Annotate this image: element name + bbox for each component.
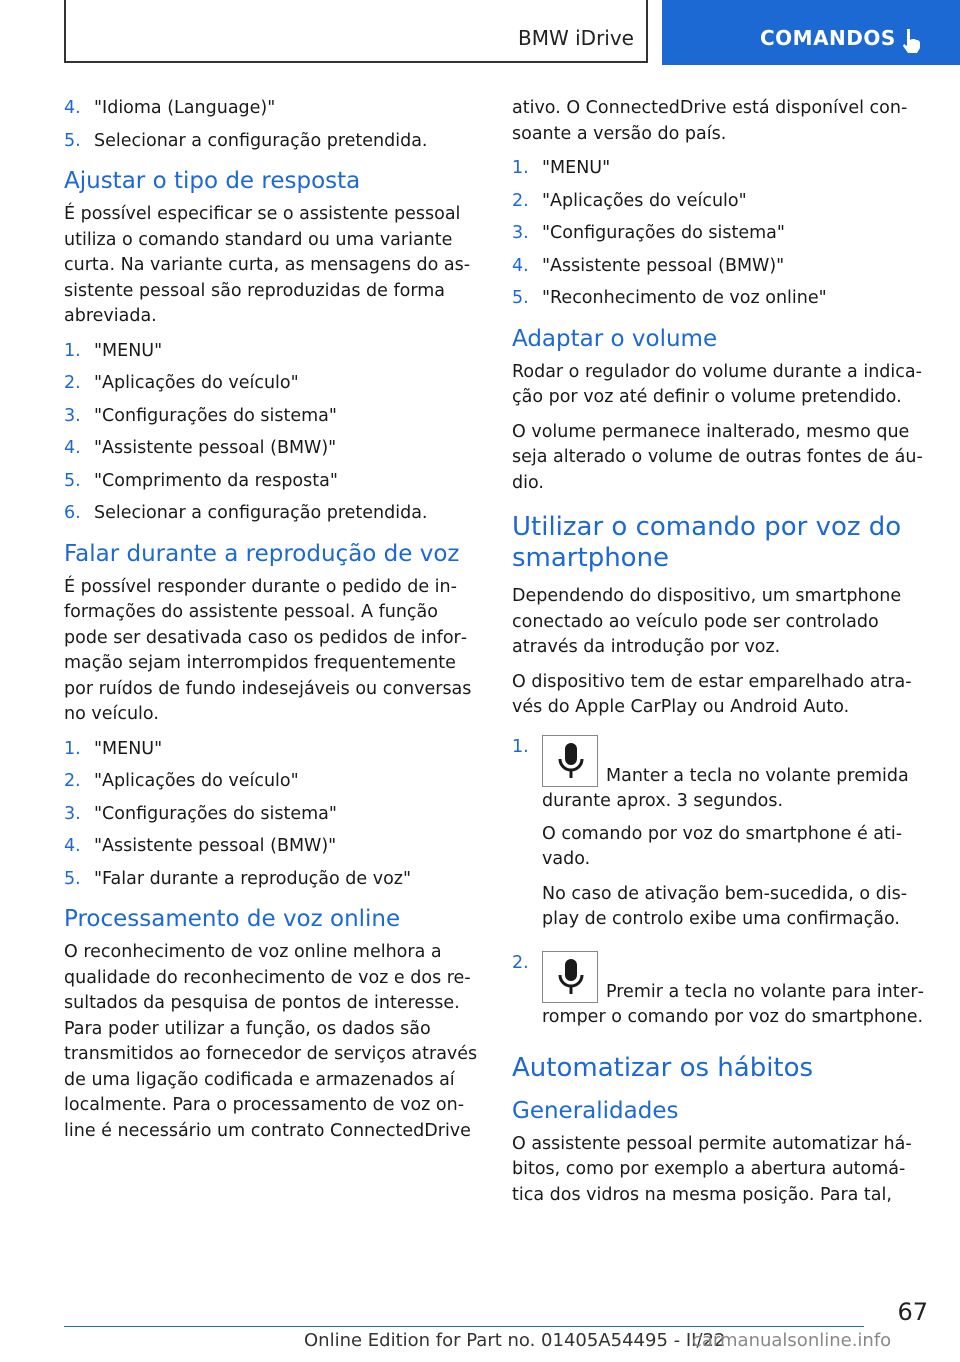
- paragraph: ativo. O ConnectedDrive está disponível consoante a versão do país.: [512, 98, 908, 144]
- microphone-icon: [542, 951, 598, 1003]
- paragraph: É possível especificar se o assistente pessoal utiliza o comando standard ou uma variante curta. Na variante curta, as mensagens do assistente pessoal são reproduzidas de forma abreviada.: [64, 204, 471, 326]
- list-item: 6. Selecionar a configuração pretendida.: [64, 503, 428, 523]
- list-item: 5. "Comprimento da resposta": [64, 470, 338, 491]
- list-item: 4. "Assistente pessoal (BMW)": [64, 438, 337, 458]
- list-item: 3. "Configurações do sistema": [64, 405, 337, 426]
- footer-divider: [64, 1326, 864, 1327]
- paragraph: O volume permanece inalterado, mesmo que seja alterado o volume de outras fontes de áudio.: [512, 421, 923, 493]
- list-item: 2. "Aplicações do veículo": [512, 190, 747, 211]
- list-item: 2. "Aplicações do veículo": [64, 373, 299, 393]
- list-item: 5. "Reconhecimento de voz online": [512, 288, 827, 308]
- section-title-talk-during-playback: Falar durante a reprodução de voz: [64, 540, 460, 567]
- paragraph: No caso de ativação bem-sucedida, o display de controlo exibe uma confirmação.: [542, 883, 908, 929]
- step-list-response-type: [64, 339, 484, 527]
- header-section-tab: [662, 0, 960, 65]
- list-item: 1. "MENU": [64, 340, 163, 361]
- list-item: 1. "MENU": [64, 738, 163, 759]
- section-title-smartphone: Utilizar o comando por voz do smartphone: [512, 512, 902, 573]
- list-item: 4. "Assistente pessoal (BMW)": [512, 255, 785, 276]
- microphone-icon: [542, 735, 598, 787]
- paragraph: É possível responder durante o pedido de informações do assistente pessoal. A função pode ser desativada caso os pedidos de informação sejam interrompidos frequentemente por ruídos de fundo indesejáveis ou conversas no veículo.: [64, 576, 472, 724]
- right-column: [512, 96, 928, 1217]
- paragraph: O dispositivo tem de estar emparelhado através do Apple CarPlay ou Android Auto.: [512, 671, 912, 717]
- list-item: 3. "Configurações do sistema": [512, 223, 785, 243]
- step-list-talk-during-playback: [64, 737, 484, 893]
- list-item: 1. Manter a tecla no volante premida durante aprox. 3 segundos.: [512, 736, 909, 811]
- section-title-online-voice: Processamento de voz online: [64, 906, 401, 932]
- header-product-box: [64, 0, 648, 63]
- list-item: 5. "Falar durante a reprodução de voz": [64, 868, 412, 889]
- footer-edition: Online Edition for Part no. 01405A54495 - II/22: [304, 1330, 726, 1351]
- pointing-hand-icon: [898, 27, 924, 55]
- paragraph: Rodar o regulador do volume durante a indicação por voz até definir o volume pretendido.: [512, 361, 922, 407]
- list-item: 1. "MENU": [512, 158, 611, 178]
- section-title-habits: Automatizar os hábitos: [512, 1052, 814, 1083]
- left-column: [64, 96, 484, 1153]
- header-section-label: COMANDOS: [760, 26, 896, 50]
- list-item: 4. "Assistente pessoal (BMW)": [64, 836, 337, 856]
- paragraph: O assistente pessoal permite automatizar hábitos, como por exemplo a abertura automática dos vidros na mesma posição. Para tal,: [512, 1133, 912, 1205]
- step-list-online-voice: [512, 156, 928, 312]
- step-list-language: [64, 96, 484, 154]
- section-subtitle-general: Generalidades: [512, 1097, 679, 1124]
- list-item: 4. "Idioma (Language)": [64, 98, 276, 118]
- paragraph: O reconhecimento de voz online melhora a qualidade do reconhecimento de voz e dos resultados da pesquisa de pontos de interesse. Para poder utilizar a função, os dados são transmitidos ao fornecedor de serviços através de uma ligação codificada e armazenados aí localmente. Para o processamento de voz online é necessário um contrato ConnectedDrive: [64, 942, 478, 1141]
- section-title-volume: Adaptar o volume: [512, 325, 718, 352]
- footer-watermark: carmanualsonline.info: [692, 1330, 892, 1351]
- paragraph: O comando por voz do smartphone é ativado.: [542, 823, 903, 869]
- header-product: BMW iDrive: [518, 26, 634, 50]
- paragraph: Dependendo do dispositivo, um smartphone conectado ao veículo pode ser controlado através da introdução por voz.: [512, 586, 902, 657]
- list-item: 3. "Configurações do sistema": [64, 803, 337, 824]
- page-number: 67: [897, 1298, 928, 1326]
- section-title-response-type: Ajustar o tipo de resposta: [64, 168, 361, 194]
- list-item: 2. Premir a tecla no volante para interromper o comando por voz do smartphone.: [512, 952, 924, 1027]
- list-item: 2. "Aplicações do veículo": [64, 771, 299, 791]
- list-item: 5. Selecionar a configuração pretendida.: [64, 130, 428, 151]
